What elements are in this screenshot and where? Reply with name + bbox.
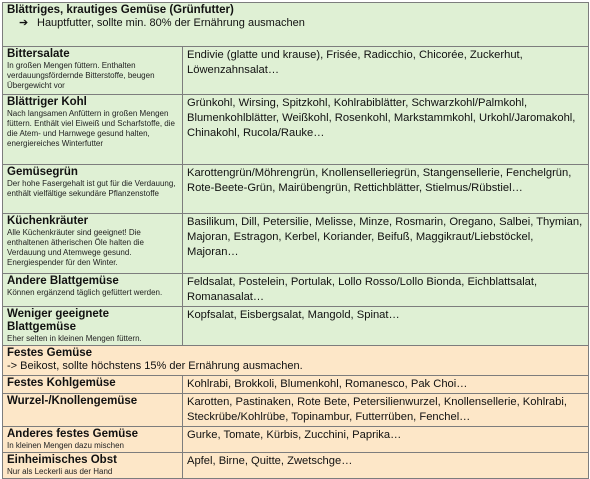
- category-items: Grünkohl, Wirsing, Spitzkohl, Kohlrabiblätter, Schwarzkohl/Palmkohl, Blumenkohlblätter, Weißkohl, Rosenkohl, Markstammkohl, Urkohl/Jaromakohl, Chinakohl, Rucola/Rauke…: [183, 95, 589, 165]
- category-items: Kopfsalat, Eisbergsalat, Mangold, Spinat…: [183, 307, 589, 346]
- table-row: [3, 307, 589, 346]
- category-name: Andere Blattgemüse: [7, 275, 119, 287]
- category-items: Apfel, Birne, Quitte, Zwetschge…: [183, 453, 589, 479]
- food-table: [2, 2, 589, 479]
- table-row: [3, 274, 589, 307]
- category-description: Nach langsamen Anfüttern in großen Mengen füttern. Enthält viel Eiweiß und Scharfstoffe, die die Atem- und Harnwege gesund halten, energiereiches Winterfutter: [7, 109, 175, 148]
- section-note: Hauptfutter, sollte min. 80% der Ernährung ausmachen: [37, 17, 305, 29]
- category-name: Blättriger Kohl: [7, 96, 87, 108]
- category-name: Festes Kohlgemüse: [7, 377, 116, 389]
- category-name: Gemüsegrün: [7, 166, 78, 178]
- category-items: Karottengrün/Möhrengrün, Knollenselleriegrün, Stangensellerie, Fenchelgrün, Rote-Beete-Grün, Mairübengrün, Rettichblätter, Stielmus/Rübstiel…: [183, 165, 589, 214]
- table-row: [3, 453, 589, 479]
- category-items: Karotten, Pastinaken, Rote Bete, Petersilienwurzel, Knollensellerie, Kohlrabi, Steckrübe/Kohlrübe, Topinambur, Futterrüben, Fenchel…: [183, 394, 589, 427]
- table-row: [3, 95, 589, 165]
- category-description: Eher selten in kleinen Mengen füttern.: [7, 334, 142, 343]
- table-row: [3, 47, 589, 95]
- section-title: Festes Gemüse: [7, 347, 93, 359]
- category-items: Kohlrabi, Brokkoli, Blumenkohl, Romanesco, Pak Choi…: [183, 376, 589, 394]
- category-description: Nur als Leckerli aus der Hand: [7, 467, 113, 476]
- section-title: Blättriges, krautiges Gemüse (Grünfutter): [7, 4, 234, 16]
- category-description: In großen Mengen füttern. Enthalten verdauungsfördernde Bitterstoffe, beugen Übergewicht vor: [7, 61, 155, 90]
- category-items: Feldsalat, Postelein, Portulak, Lollo Rosso/Lollo Bionda, Eichblattsalat, Romanasalat…: [183, 274, 589, 307]
- table-row: [3, 214, 589, 274]
- category-name: Weniger geeignete Blattgemüse: [7, 308, 110, 333]
- category-name: Einheimisches Obst: [7, 454, 117, 466]
- category-items: Gurke, Tomate, Kürbis, Zucchini, Paprika…: [183, 427, 589, 453]
- category-items: Basilikum, Dill, Petersilie, Melisse, Minze, Rosmarin, Oregano, Salbei, Thymian, Majoran, Estragon, Kerbel, Koriander, Beifuß, Maggikraut/Liebstöckel, Majoran…: [183, 214, 589, 274]
- table-row: [3, 376, 589, 394]
- arrow-right-icon: ➔: [19, 17, 29, 29]
- section-header-fest: [3, 346, 589, 376]
- section-note: -> Beikost, sollte höchstens 15% der Ernährung ausmachen.: [7, 360, 303, 372]
- category-name: Anderes festes Gemüse: [7, 428, 139, 440]
- table-row: [3, 427, 589, 453]
- category-description: Können ergänzend täglich gefüttert werden.: [7, 288, 163, 297]
- category-name: Küchenkräuter: [7, 215, 89, 227]
- table-row: [3, 165, 589, 214]
- category-name: Bittersalate: [7, 48, 70, 60]
- food-table-sheet: [2, 2, 588, 476]
- table-row: [3, 394, 589, 427]
- category-description: In kleinen Mengen dazu mischen: [7, 441, 124, 450]
- category-description: Der hohe Fasergehalt ist gut für die Verdauung, enthält vielfältige sekundäre Pflanzenstoffe: [7, 179, 176, 198]
- category-items: Endivie (glatte und krause), Frisée, Radicchio, Chicorée, Zuckerhut, Löwenzahnsalat…: [183, 47, 589, 95]
- section-header-gruen: [3, 3, 589, 47]
- category-name: Wurzel-/Knollengemüse: [7, 395, 138, 407]
- category-description: Alle Küchenkräuter sind geeignet! Die enthaltenen ätherischen Öle halten die Verdauung und Atemwege gesund. Energiespender für den Winter.: [7, 228, 144, 267]
